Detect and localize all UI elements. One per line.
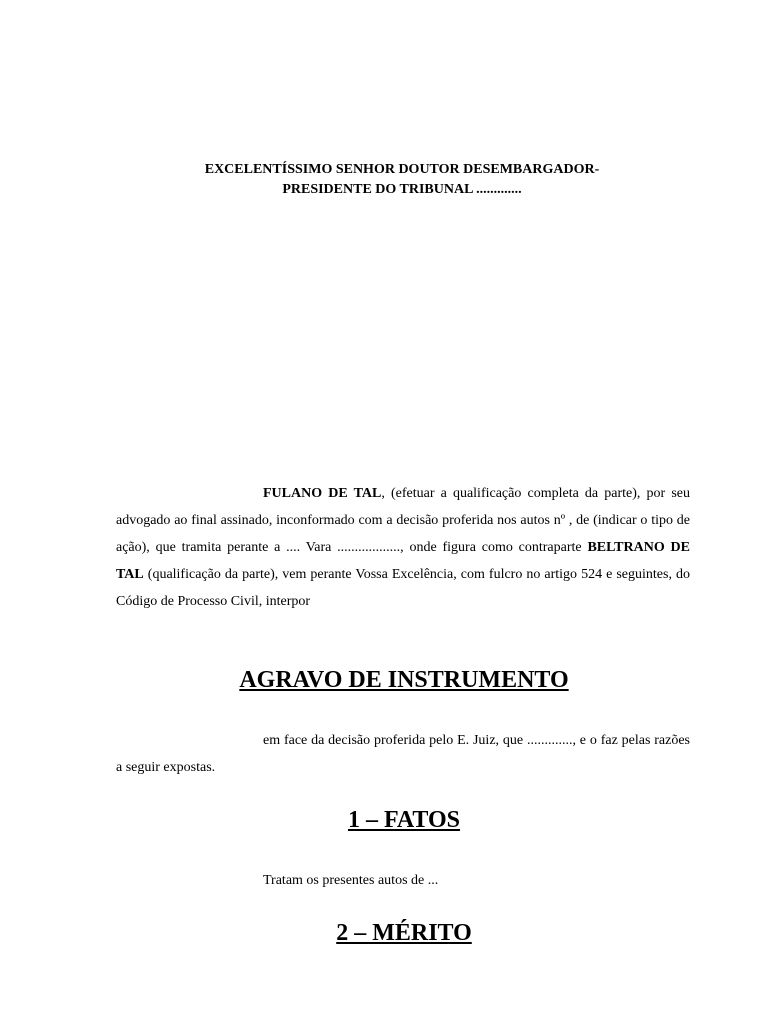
fatos-paragraph: Tratam os presentes autos de ... bbox=[263, 873, 439, 888]
addressee-line-1: EXCELENTÍSSIMO SENHOR DOUTOR DESEMBARGADOR- bbox=[204, 162, 600, 177]
party-name: FULANO DE TAL bbox=[263, 486, 382, 501]
addressee-line-2: PRESIDENTE DO TRIBUNAL ............. bbox=[282, 182, 522, 197]
decision-paragraph: em face da decisão proferida pelo E. Juiz, que ............., e o faz pelas razões a seguir expostas. bbox=[116, 733, 690, 775]
intro-text-part-2: (qualificação da parte), vem perante Vossa Excelência, com fulcro no artigo 524 e seguintes, do Código de Processo Civil, interpor bbox=[116, 567, 690, 609]
section-heading-merito: 2 – MÉRITO bbox=[336, 920, 472, 946]
document-title: AGRAVO DE INSTRUMENTO bbox=[239, 667, 569, 693]
section-heading-fatos: 1 – FATOS bbox=[347, 807, 461, 833]
intro-text-part-1: , (efetuar a qualificação completa da parte), por seu advogado ao final assinado, inconformado com a decisão proferida nos autos nº , de (indicar o tipo de ação), que tramita perante a .... Vara .................., onde figura como contraparte bbox=[116, 486, 691, 555]
intro-paragraph bbox=[116, 480, 690, 615]
addressee-header bbox=[100, 160, 704, 200]
counterparty-name: BELTRANO DE TAL bbox=[116, 540, 690, 582]
